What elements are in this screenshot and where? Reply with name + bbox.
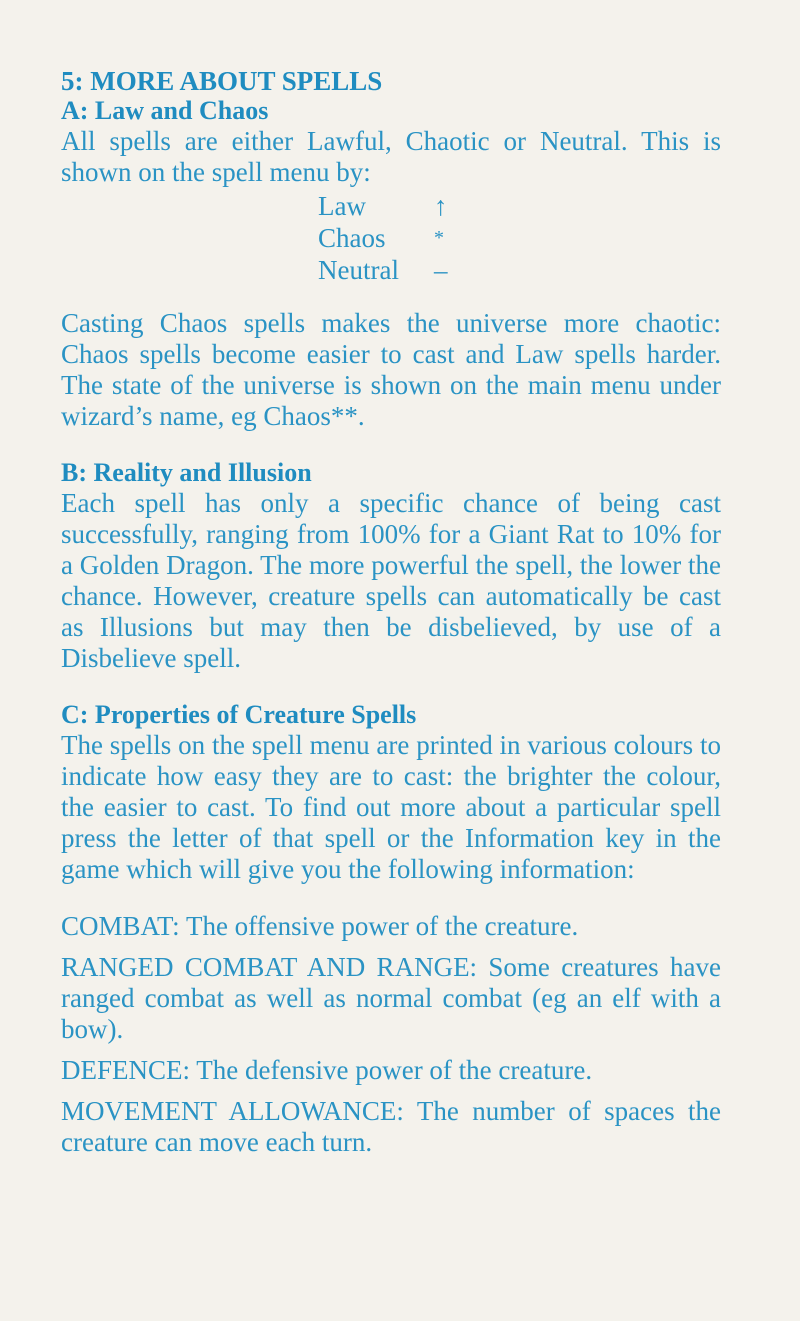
property-movement-allowance [61,1096,721,1158]
symbol-name: Chaos [318,223,386,253]
law-chaos-intro: All spells are either Lawful, Chaotic or Neutral. This is shown on the spell menu by: [61,126,721,187]
property-combat [61,911,721,942]
heading-law-and-chaos: A: Law and Chaos [61,96,269,125]
property-label: RANGED COMBAT AND RANGE: [61,952,478,982]
symbol-row-neutral [318,254,721,286]
symbol-row-chaos [318,222,721,254]
heading-creature-properties: C: Properties of Creature Spells [61,700,417,729]
section-title: 5: MORE ABOUT SPELLS [61,66,383,96]
property-text: Some creatures have ranged combat as well as normal combat (eg an elf with a bow). [61,952,721,1044]
symbol-row-law [318,190,721,222]
property-text: The offensive power of the creature. [185,911,579,941]
neutral-dash-icon: – [434,255,448,285]
property-defence [61,1055,721,1086]
symbol-name: Law [318,191,366,221]
property-label: DEFENCE: [61,1055,191,1085]
law-arrow-icon: ↑ [434,191,448,221]
symbol-name: Neutral [318,255,399,285]
property-label: MOVEMENT ALLOWANCE: [61,1096,404,1126]
chaos-asterisk-icon: * [434,227,444,249]
law-chaos-body: Casting Chaos spells makes the universe more chaotic: Chaos spells become easier to cast and Law spells harder. The state of the universe is shown on the main menu under wizard’s name, eg Chaos**. [61,308,721,431]
property-text: The defensive power of the creature. [196,1055,593,1085]
heading-reality-and-illusion: B: Reality and Illusion [61,458,312,487]
creature-properties-body: The spells on the spell menu are printed in various colours to indicate how easy they are to cast: the brighter the colour, the easier to cast. To find out more about a particular spell press the letter of that spell or the Information key in the game which will give you the following information: [61,730,721,884]
manual-page [61,66,721,1158]
property-text: The number of spaces the creature can move each turn. [61,1096,722,1157]
property-ranged-combat [61,952,721,1045]
reality-illusion-body: Each spell has only a specific chance of being cast successfully, ranging from 100% for a Giant Rat to 10% for a Golden Dragon. The more powerful the spell, the lower the chance. However, creature spells can automatically be cast as Illusions but may then be disbelieved, by use of a Disbelieve spell. [61,488,721,673]
alignment-symbol-list [318,190,721,286]
property-label: COMBAT: [61,911,180,941]
